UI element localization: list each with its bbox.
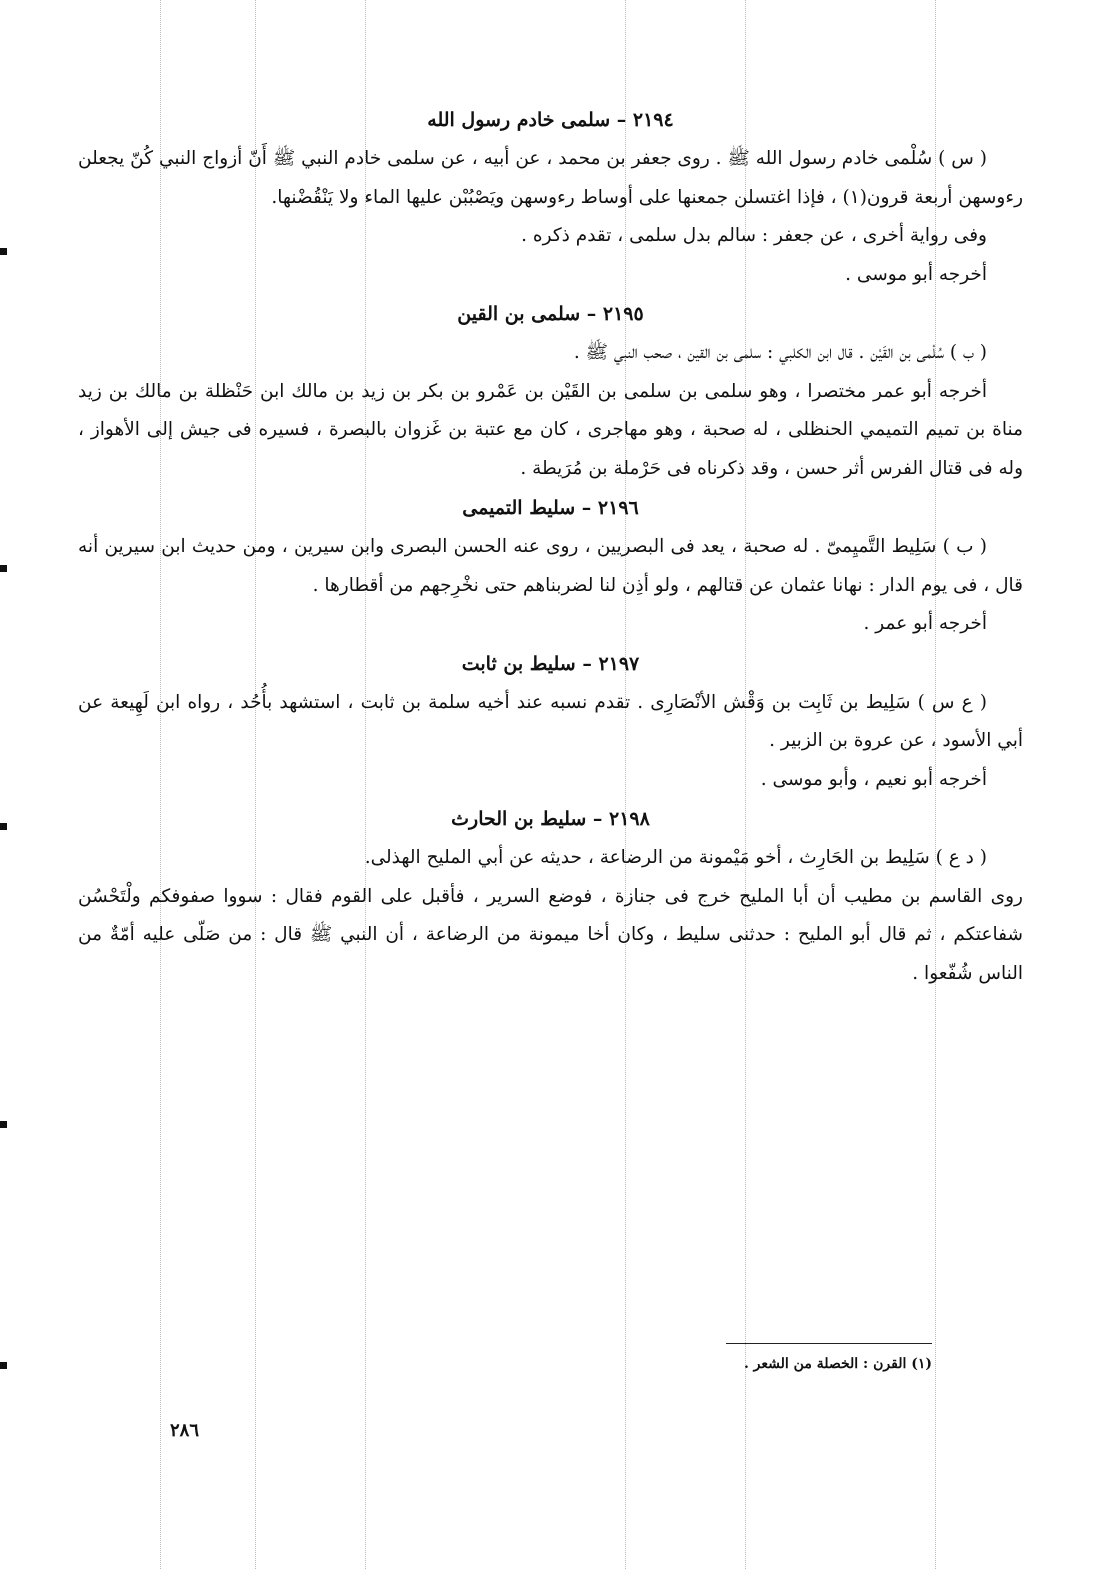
margin-mark [0, 248, 7, 255]
main-text [78, 100, 1023, 993]
page-number: ٢٨٦ [170, 1420, 200, 1441]
entry-paragraph: ( ب ) سُلْمى بن القَيْن . قال ابن الكلبي : سلمى بن القين ، صحب النبي ﷺ . [573, 342, 987, 363]
footnote-rule [726, 1343, 932, 1344]
entry-heading: ٢١٩٤ – سلمى خادم رسول الله [427, 109, 674, 131]
entry-paragraph: ( ع س ) سَلِيط بن ثَابِت بن وَقْش الأنْصَارِى . تقدم نسبه عند أخيه سلمة بن ثابت ، استشهد بأُحُد ، رواه ابن لَهِيعة عن أبي الأسود ، عن عروة بن الزبير . [78, 691, 1023, 751]
entry-paragraph: ( س ) سُلْمى خادم رسول الله ﷺ . روى جعفر بن محمد ، عن أبيه ، عن سلمى خادم النبي ﷺ أَنّ أزواج النبي كُنّ يجعلن رءوسهن أربعة قرون(١) ، فإذا اغتسلن جمعنها على أوساط رءوسهن ويَصْبُبْن عليها الماء ولا يَنْقُضْنها. [78, 148, 1023, 208]
entry-paragraph: ( ب ) سَلِيط التَّميِمىّ . له صحبة ، يعد فى البصريين ، روى عنه الحسن البصرى وابن سيرين ، ومن حديث ابن سيرين أنه قال ، فى يوم الدار : نهانا عثمان عن قتالهم ، ولو أذِن لنا لضربناهم حتى نخْرِجهم من أقطارها . [78, 536, 1023, 596]
entry-paragraph: ( د ع ) سَلِيط بن الحَارِث ، أخو مَيْمونة من الرضاعة ، حديثه عن أبي المليح الهذلى. [364, 847, 987, 868]
margin-mark [0, 823, 7, 830]
entry-heading: ٢١٩٧ – سليط بن ثابت [461, 652, 640, 675]
footnote: (١) القرن : الخصلة من الشعر . [743, 1356, 932, 1372]
entry-heading: ٢١٩٦ – سليط التميمى [462, 497, 639, 519]
entry-paragraph: أخرجه أبو نعيم ، وأبو موسى . [760, 768, 987, 790]
entry-paragraph: وفى رواية أخرى ، عن جعفر : سالم بدل سلمى ، تقدم ذكره . [521, 225, 987, 246]
entry-heading: ٢١٩٥ – سلمى بن القين [457, 303, 644, 325]
entry-paragraph: روى القاسم بن مطيب أن أبا المليح خرج فى جنازة ، فوضع السرير ، فأقبل على القوم فقال : سووا صفوفكم ولْتَحْسُن شفاعتكم ، ثم قال أبو المليح : حدثنى سليط ، وكان أخا ميمونة من الرضاعة ، أن النبي ﷺ قال : من صَلّى عليه أمّةٌ من الناس شُفّعوا . [78, 885, 1023, 984]
margin-mark [0, 1121, 7, 1128]
entry-paragraph: أخرجه أبو عمر مختصرا ، وهو سلمى بن سلمى بن القَيْن بن عَمْرو بن بكر بن زيد بن مالك ابن حَنْظلة بن مالك بن زيد مناة بن تميم التميمي الحنظلى ، له صحبة ، وهو مهاجرى ، كان مع عتبة بن غَزوان بالبصرة ، فسيره فى جيش إلى الأهواز ، وله فى قتال الفرس أثر حسن ، وقد ذكرناه فى حَرْملة بن مُرَيطة . [78, 380, 1023, 479]
entry-heading: ٢١٩٨ – سليط بن الحارث [451, 808, 650, 830]
margin-mark [0, 1362, 7, 1369]
margin-mark [0, 565, 7, 572]
entry-paragraph: أخرجه أبو موسى . [845, 263, 987, 285]
entry-paragraph: أخرجه أبو عمر . [863, 613, 987, 634]
